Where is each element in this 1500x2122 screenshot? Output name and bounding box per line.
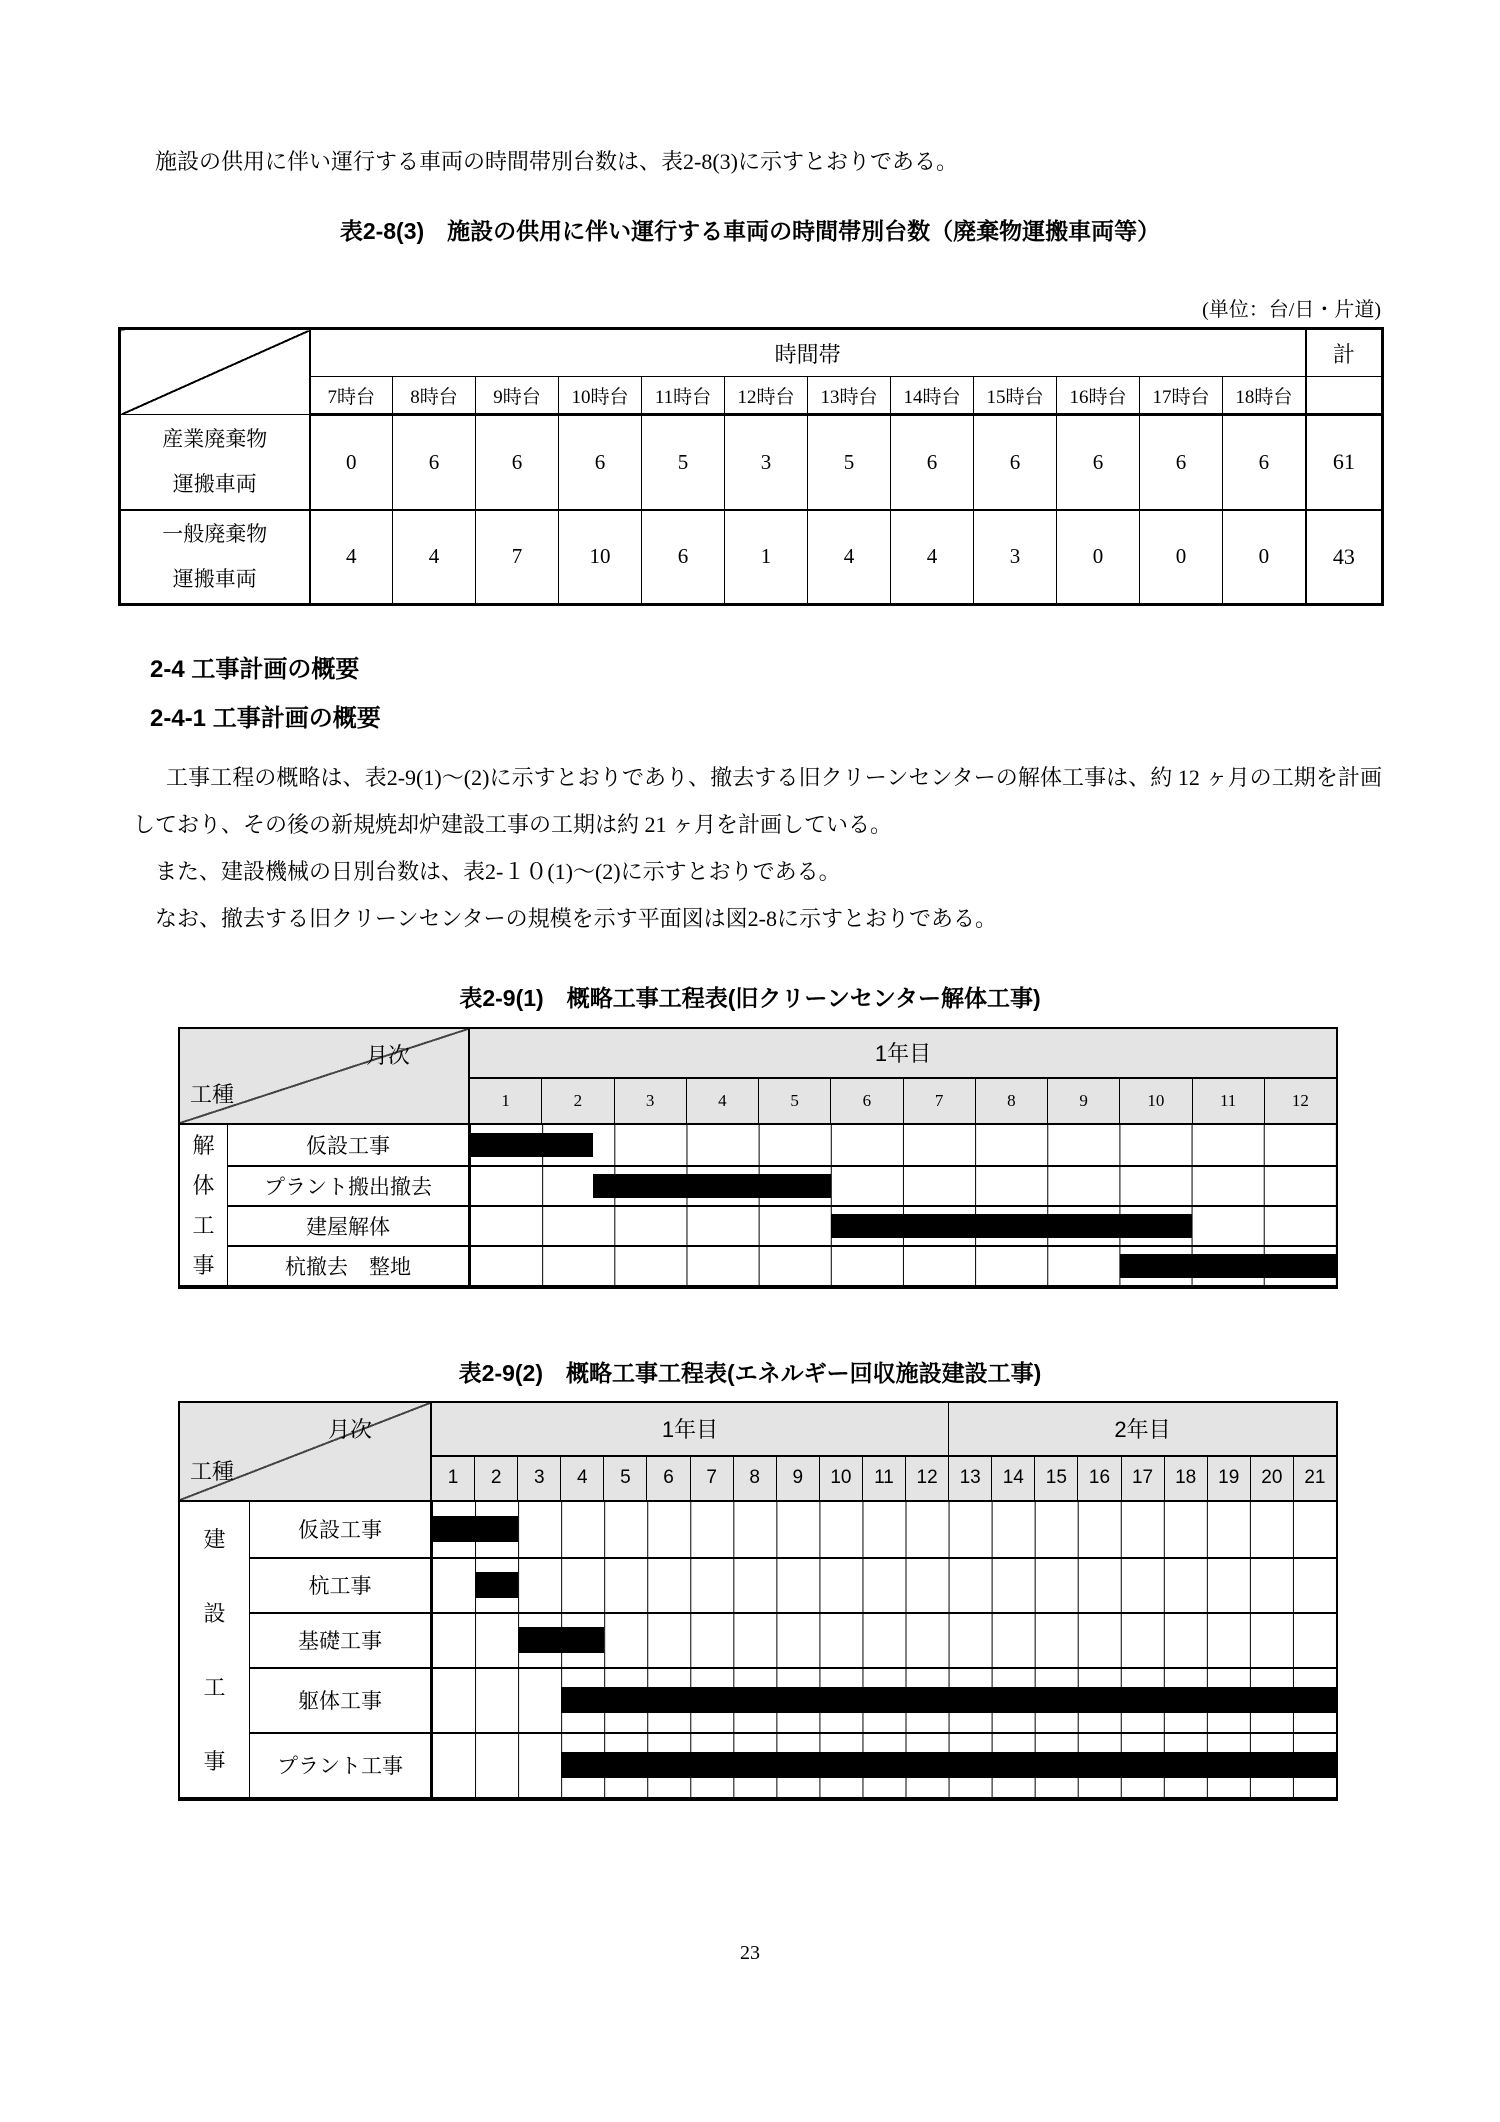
total-header: 計 <box>1306 329 1383 377</box>
hour-header-cell: 15時台 <box>974 377 1057 415</box>
gantt-group-label <box>180 1502 250 1797</box>
gantt-bar <box>518 1627 604 1653</box>
gantt-demolition-table <box>178 1027 1338 1289</box>
table-row <box>120 510 1383 605</box>
gantt-lane <box>470 1247 1336 1285</box>
gantt-row <box>250 1502 1336 1557</box>
month-header-cell: 10 <box>1119 1079 1191 1123</box>
value-cell: 10 <box>559 510 642 605</box>
gantt-row <box>228 1245 1336 1285</box>
intro-paragraph: 施設の供用に伴い運行する車両の時間帯別台数は、表2-8(3)に示すとおりである。 <box>155 149 958 174</box>
gantt-bar <box>561 1752 1336 1778</box>
gantt-corner-cell <box>180 1403 432 1500</box>
gantt-row <box>250 1732 1336 1797</box>
month-header-cell: 5 <box>758 1079 830 1123</box>
month-header-cell: 3 <box>517 1457 560 1500</box>
month-header-cell: 2 <box>474 1457 517 1500</box>
month-header-cell: 8 <box>975 1079 1047 1123</box>
group-label-char: 建 <box>203 1527 226 1553</box>
month-header-cell: 6 <box>646 1457 689 1500</box>
vehicle-table-title: 表2-8(3) 施設の供用に伴い運行する車両の時間帯別台数（廃棄物運搬車両等） <box>339 218 1161 245</box>
table-row <box>120 415 1383 510</box>
value-cell: 6 <box>1057 415 1140 510</box>
month-header-cell: 7 <box>903 1079 975 1123</box>
group-label-char: 事 <box>192 1253 215 1279</box>
gantt-corner-cell <box>180 1029 470 1123</box>
hour-header-cell: 13時台 <box>808 377 891 415</box>
gantt-bar <box>475 1572 518 1598</box>
gantt-lane <box>432 1614 1336 1667</box>
gantt-bar <box>1120 1254 1337 1278</box>
value-cell: 0 <box>1057 510 1140 605</box>
gantt-lane <box>432 1734 1336 1797</box>
month-header-cell: 4 <box>686 1079 758 1123</box>
hour-header-cell: 7時台 <box>310 377 393 415</box>
row-total-cell: 43 <box>1306 510 1383 605</box>
gantt-lane <box>470 1207 1336 1245</box>
value-cell: 6 <box>1140 415 1223 510</box>
gantt-lane <box>432 1669 1336 1732</box>
hour-header-cell: 17時台 <box>1140 377 1223 415</box>
hour-header-cell: 16時台 <box>1057 377 1140 415</box>
gantt-row-label: 杭撤去 整地 <box>228 1247 470 1285</box>
month-header-cell: 12 <box>905 1457 948 1500</box>
value-cell: 3 <box>725 415 808 510</box>
value-cell: 5 <box>642 415 725 510</box>
month-header-cell: 21 <box>1293 1457 1336 1500</box>
group-label-char: 解 <box>192 1133 215 1159</box>
body-paragraph-1: 工事工程の概略は、表2-9(1)～(2)に示すとおりであり、撤去する旧クリーンセンターの解体工事は、約 12 ヶ月の工期を計画しており、その後の新規焼却炉建設工事の工期は約 21 ヶ月を計画している。 <box>133 764 1382 837</box>
section-heading-2-4-1: 2-4-1 工事計画の概要 <box>150 704 381 732</box>
month-header-cell: 7 <box>690 1457 733 1500</box>
gantt-row-label: 杭工事 <box>250 1559 432 1612</box>
gantt-row <box>250 1667 1336 1732</box>
gantt-row-label: プラント工事 <box>250 1734 432 1797</box>
gantt-lane <box>470 1167 1336 1205</box>
month-header-cell: 3 <box>614 1079 686 1123</box>
month-header-cell: 1 <box>447 1467 459 1489</box>
unit-note: (単位：台/日・片道) <box>1202 299 1381 322</box>
value-cell: 3 <box>974 510 1057 605</box>
gantt-bar <box>561 1687 1336 1713</box>
month-header-cell: 11 <box>1192 1079 1264 1123</box>
gantt-row <box>250 1557 1336 1612</box>
section-heading-2-4: 2-4 工事計画の概要 <box>150 656 360 684</box>
gantt-bar <box>470 1133 593 1157</box>
month-header-cell: 4 <box>560 1457 603 1500</box>
month-header-cell: 12 <box>1264 1079 1336 1123</box>
gantt-bar <box>593 1174 831 1198</box>
group-label-char: 設 <box>203 1601 226 1627</box>
corner-label-work-type: 工種 <box>190 1458 235 1484</box>
month-header-cell: 19 <box>1207 1457 1250 1500</box>
vehicle-count-table <box>118 327 1384 606</box>
hour-header-cell: 9時台 <box>476 377 559 415</box>
year-header: 1年目 <box>874 1041 932 1067</box>
group-label-char: 工 <box>203 1674 226 1700</box>
month-header-cell: 10 <box>819 1457 862 1500</box>
month-header-cell: 17 <box>1121 1457 1164 1500</box>
value-cell: 0 <box>310 415 393 510</box>
time-band-header: 時間帯 <box>310 329 1306 377</box>
row-label-line: 一般廃棄物 <box>162 521 268 546</box>
body-paragraph-3: なお、撤去する旧クリーンセンターの規模を示す平面図は図2-8に示すとおりである。 <box>155 905 998 931</box>
gantt-bar <box>432 1516 518 1542</box>
row-label-line: 産業廃棄物 <box>162 426 268 451</box>
hour-header-cell: 10時台 <box>559 377 642 415</box>
hour-header-cell: 12時台 <box>725 377 808 415</box>
group-label-char: 事 <box>203 1748 226 1774</box>
gantt-row-label: 仮設工事 <box>228 1125 470 1165</box>
hour-header-cell: 14時台 <box>891 377 974 415</box>
hour-header-cell: 11時台 <box>642 377 725 415</box>
gantt-row-label: プラント搬出撤去 <box>228 1167 470 1205</box>
gantt-row <box>228 1125 1336 1165</box>
month-header-cell: 5 <box>603 1457 646 1500</box>
corner-label-month-axis: 月次 <box>365 1042 410 1068</box>
value-cell: 7 <box>476 510 559 605</box>
month-header-cell: 6 <box>830 1079 902 1123</box>
row-label <box>120 415 310 510</box>
value-cell: 6 <box>974 415 1057 510</box>
gantt-construction-title: 表2-9(2) 概略工事工程表(エネルギー回収施設建設工事) <box>458 1359 1042 1386</box>
year-header: 1年目 <box>661 1417 719 1443</box>
month-header-cell: 15 <box>1034 1457 1077 1500</box>
row-label <box>120 510 310 605</box>
gantt-header <box>180 1403 1336 1502</box>
value-cell: 4 <box>891 510 974 605</box>
hour-header-cell: 18時台 <box>1223 377 1306 415</box>
gantt-group-label <box>180 1125 228 1285</box>
value-cell: 4 <box>393 510 476 605</box>
gantt-construction-table <box>178 1401 1338 1801</box>
month-header-cell: 13 <box>948 1457 991 1500</box>
month-header-cell: 9 <box>1047 1079 1119 1123</box>
gantt-demolition-title: 表2-9(1) 概略工事工程表(旧クリーンセンター解体工事) <box>459 984 1041 1011</box>
month-header-cell: 9 <box>776 1457 819 1500</box>
gantt-header <box>180 1029 1336 1125</box>
gantt-row <box>228 1205 1336 1245</box>
value-cell: 6 <box>393 415 476 510</box>
row-label-line: 運搬車両 <box>172 471 257 496</box>
value-cell: 4 <box>808 510 891 605</box>
month-header-cell: 11 <box>862 1457 905 1500</box>
diagonal-corner-cell <box>120 329 310 415</box>
value-cell: 6 <box>476 415 559 510</box>
month-header-cell: 8 <box>733 1457 776 1500</box>
value-cell: 6 <box>1223 415 1306 510</box>
month-header-cell: 14 <box>991 1457 1034 1500</box>
group-label-char: 体 <box>192 1173 215 1199</box>
gantt-lane <box>470 1125 1336 1165</box>
month-header-cell: 1 <box>501 1090 510 1110</box>
value-cell: 4 <box>310 510 393 605</box>
gantt-bar <box>831 1214 1192 1238</box>
body-paragraph-2: また、建設機械の日別台数は、表2-１０(1)～(2)に示すとおりである。 <box>155 858 841 884</box>
gantt-lane <box>432 1502 1336 1557</box>
gantt-row-label: 基礎工事 <box>250 1614 432 1667</box>
value-cell: 6 <box>559 415 642 510</box>
gantt-row <box>250 1612 1336 1667</box>
value-cell: 5 <box>808 415 891 510</box>
total-header-spacer <box>1306 377 1383 415</box>
month-header-cell: 20 <box>1250 1457 1293 1500</box>
value-cell: 6 <box>642 510 725 605</box>
corner-label-month-axis: 月次 <box>327 1416 372 1442</box>
corner-label-work-type: 工種 <box>190 1081 235 1107</box>
gantt-lane <box>432 1559 1336 1612</box>
gantt-row-label: 建屋解体 <box>228 1207 470 1245</box>
gantt-row-label: 仮設工事 <box>250 1502 432 1557</box>
value-cell: 0 <box>1223 510 1306 605</box>
month-header-cell: 2 <box>541 1079 613 1123</box>
value-cell: 1 <box>725 510 808 605</box>
group-label-char: 工 <box>192 1213 215 1239</box>
page-number: 23 <box>740 1942 760 1964</box>
row-total-cell: 61 <box>1306 415 1383 510</box>
year-header: 2年目 <box>948 1403 1336 1455</box>
month-header-cell: 18 <box>1164 1457 1207 1500</box>
value-cell: 0 <box>1140 510 1223 605</box>
value-cell: 6 <box>891 415 974 510</box>
gantt-row <box>228 1165 1336 1205</box>
gantt-row-label: 躯体工事 <box>250 1669 432 1732</box>
month-header-cell: 16 <box>1077 1457 1120 1500</box>
row-label-line: 運搬車両 <box>172 566 257 591</box>
hour-header-cell: 8時台 <box>393 377 476 415</box>
